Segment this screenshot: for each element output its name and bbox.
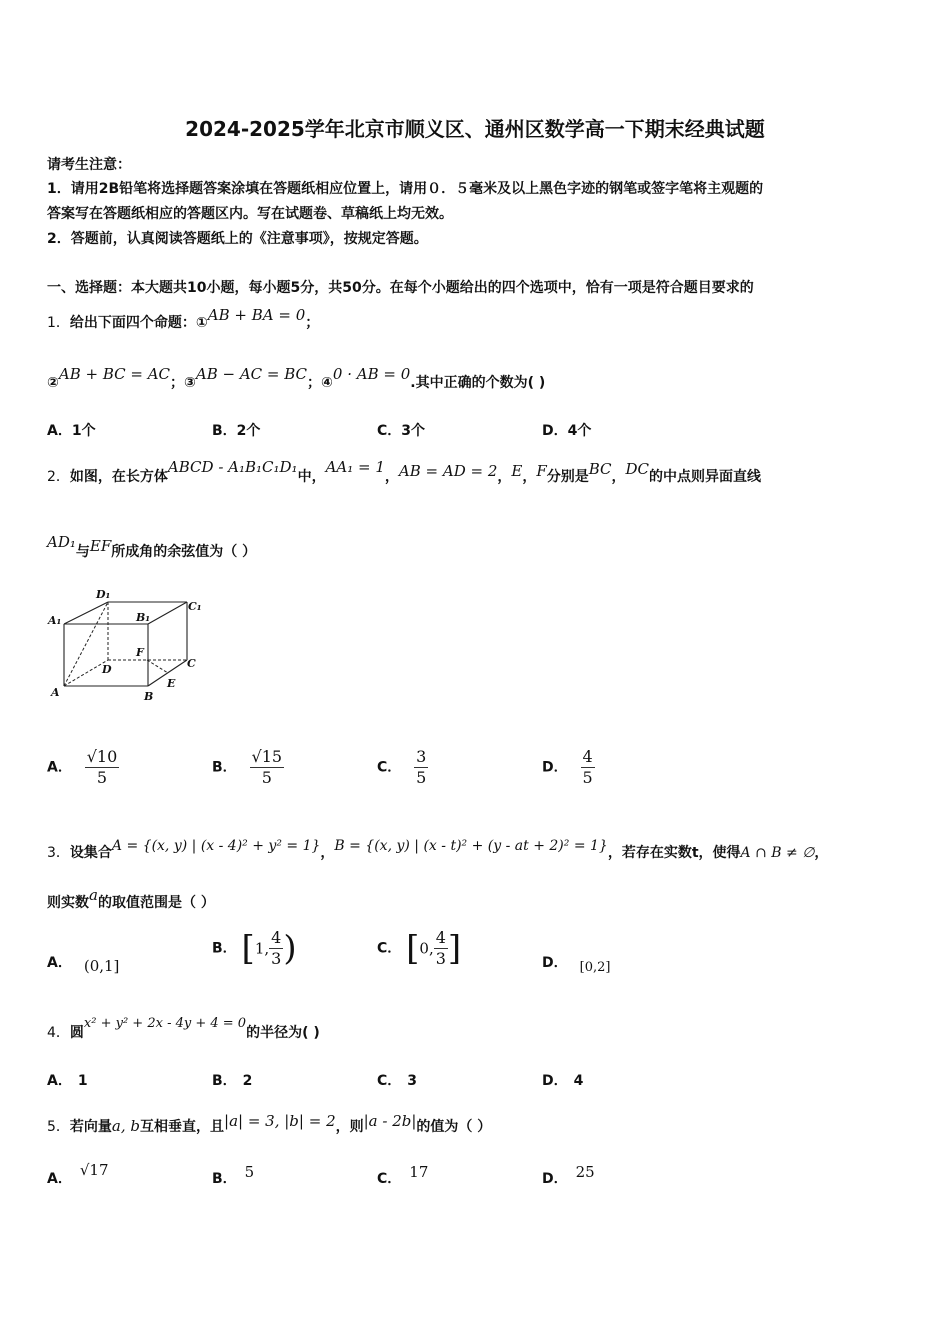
notice-line-3: 2．答题前，认真阅读答题纸上的《注意事项》，按规定答题。 (47, 231, 428, 247)
option-text: √17 (79, 1161, 109, 1179)
denominator: 3 (435, 949, 446, 968)
section-heading: 一、选择题：本大题共10小题，每小题5分，共50分。在每个小题给出的四个选项中，恰有一项是符合题目要求的 (47, 280, 754, 296)
numerator: 4 (582, 747, 593, 766)
q5-text: 互相垂直，且 (140, 1119, 225, 1135)
option-label: B． (212, 940, 237, 957)
label-c1: C₁ (188, 600, 202, 613)
numerator: 4 (271, 928, 282, 947)
q2-comma: ， (384, 469, 399, 485)
q3-set-a: A = {(x, y) | (x - 4)² + y² = 1} (111, 838, 321, 854)
denominator: 5 (582, 768, 593, 787)
question-4-line-1 (47, 1016, 320, 1042)
option-label: B． (212, 759, 237, 776)
q1-expression-3: AB − AC = BC (195, 365, 308, 383)
q2-comma: ， (611, 469, 626, 485)
q2-ef: EF (89, 537, 112, 555)
q2-text: 中， (297, 469, 326, 485)
fraction (414, 747, 428, 788)
q1-circled-4: ；④ (307, 375, 333, 391)
fraction (581, 747, 595, 788)
option-text: 1 (77, 1073, 88, 1089)
option-text: 4 (573, 1073, 584, 1089)
numerator: √10 (86, 747, 118, 766)
q1-option-a[interactable] (47, 420, 96, 440)
q3-var-a: a (89, 886, 98, 904)
q3-text: ，若存在实数t，使得 (607, 845, 741, 861)
label-a: A (51, 686, 60, 699)
q5-text: ，则 (335, 1119, 364, 1135)
option-text: 2 (242, 1073, 253, 1089)
label-f: F (136, 646, 144, 659)
notice-line-1: 1．请用2B铅笔将选择题答案涂填在答题纸相应位置上，请用０．５毫米及以上黑色字迹的钢笔或签字笔将主观题的 (47, 181, 764, 197)
q1-prefix: 给出下面四个命题：① (69, 315, 208, 331)
q3-text: 则实数 (47, 895, 89, 911)
q5-stem-end: 的值为（ ） (416, 1119, 492, 1135)
q2-comma: ， (497, 469, 512, 485)
option-label: B． (212, 1171, 237, 1187)
denominator: 5 (416, 768, 427, 787)
option-text: [0,2] (579, 960, 611, 975)
notice-line-2: 答案写在答题纸相应的答题区内。写在试题卷、草稿纸上均无效。 (47, 206, 453, 222)
denominator: 5 (96, 768, 108, 787)
option-label: B． (212, 1073, 237, 1089)
q4-option-b[interactable] (212, 1070, 252, 1090)
option-label: C． (377, 1073, 402, 1089)
option-text: 2个 (236, 423, 261, 439)
option-label: D． (542, 759, 568, 776)
q2-prefix: 如图，在长方体 (69, 469, 168, 485)
option-label: C． (377, 759, 402, 776)
numerator: 3 (416, 747, 427, 766)
q2-stem-end: 所成角的余弦值为（ ） (111, 544, 257, 560)
q3-option-c[interactable] (377, 928, 461, 969)
bracket-close: ) (283, 928, 297, 969)
q1-option-c[interactable] (377, 420, 425, 440)
hidden-edge (147, 660, 168, 673)
option-text: (0,1] (83, 957, 120, 975)
q2-text: 的中点则异面直线 (649, 469, 762, 485)
q4-option-d[interactable] (542, 1070, 583, 1090)
q2-option-c[interactable] (377, 747, 428, 788)
q1-option-b[interactable] (212, 420, 260, 440)
question-number: 4． (47, 1025, 70, 1041)
q1-expression-1: AB + BA = 0 (207, 306, 306, 324)
option-text: 1个 (71, 423, 96, 439)
option-label: A． (47, 1171, 72, 1187)
option-text: 5 (244, 1163, 255, 1181)
bracket-close: ] (447, 928, 462, 969)
fraction (269, 928, 283, 969)
question-number: 3． (47, 845, 70, 861)
numerator: √15 (251, 747, 283, 766)
q4-option-c[interactable] (377, 1070, 417, 1090)
q2-comma: ， (522, 469, 537, 485)
option-text: 25 (575, 1163, 595, 1181)
q3-prefix: 设集合 (69, 845, 112, 861)
notice-heading: 请考生注意： (47, 157, 131, 173)
q1-expression-2: AB + BC = AC (58, 365, 171, 383)
q3-set-b: B = {(x, y) | (x - t)² + (y - at + 2)² = 1} (334, 838, 608, 854)
q2-point-e: E (511, 462, 523, 480)
q3-comma: ， (320, 845, 335, 861)
q4-stem-end: 的半径为( ) (246, 1025, 320, 1041)
option-label: C． (377, 940, 402, 957)
numerator: 4 (435, 928, 446, 947)
option-text: 0, (419, 939, 434, 958)
option-label: A． (47, 955, 72, 971)
edge (64, 602, 108, 624)
q1-circled-2: ② (47, 375, 59, 391)
q1-separator: ； (305, 315, 320, 331)
bracket-open: [ (406, 928, 420, 969)
q1-option-d[interactable] (542, 420, 591, 440)
option-label: B． (212, 423, 237, 439)
edge (148, 602, 187, 624)
q5-expression: |a - 2b| (363, 1112, 417, 1130)
q3-condition: A ∩ B ≠ ∅ (740, 845, 815, 861)
label-b1: B₁ (136, 611, 151, 624)
q5-option-d[interactable] (542, 1163, 595, 1188)
fraction (434, 928, 448, 969)
q4-equation: x² + y² + 2x - 4y + 4 = 0 (83, 1016, 247, 1031)
q1-stem-end: .其中正确的个数为( ) (410, 375, 546, 391)
denominator: 5 (261, 768, 272, 787)
page-title: 2024-2025学年北京市顺义区、通州区数学高一下期末经典试题 (185, 117, 765, 141)
denominator: 3 (271, 949, 282, 968)
label-e: E (167, 677, 176, 690)
q3-option-a[interactable] (47, 952, 120, 975)
q5-condition: |a| = 3, |b| = 2 (224, 1112, 336, 1130)
option-label: A． (47, 423, 72, 439)
cuboid-figure (44, 584, 204, 706)
q2-text: 分别是 (546, 469, 589, 485)
option-label: D． (542, 955, 568, 971)
question-1-line-2 (47, 365, 546, 392)
q1-expression-4: 0 · AB = 0 (332, 365, 411, 383)
q2-aa1: AA₁ = 1 (325, 458, 385, 476)
q2-point-f: F (536, 462, 547, 480)
q2-option-a[interactable] (47, 747, 119, 788)
q2-bc: BC (588, 460, 612, 478)
option-label: C． (377, 423, 402, 439)
label-c: C (187, 657, 196, 670)
option-label: D． (542, 423, 568, 439)
q3-comma: ， (814, 845, 829, 861)
option-label: D． (542, 1171, 568, 1187)
option-text: 1, (254, 939, 270, 958)
question-5-line-1 (47, 1112, 492, 1136)
option-text: 17 (409, 1163, 429, 1181)
option-text: 4个 (567, 423, 592, 439)
q3-option-d[interactable] (542, 952, 611, 975)
question-3-line-1 (47, 838, 829, 862)
q2-ab-ad: AB = AD = 2 (398, 462, 498, 480)
q4-prefix: 圆 (69, 1025, 84, 1041)
q2-text: 与 (75, 544, 90, 560)
question-number: 2． (47, 469, 70, 485)
question-1-line-1 (47, 306, 320, 332)
fraction (85, 747, 120, 788)
q5-prefix: 若向量 (69, 1119, 112, 1135)
q3-stem-end: 的取值范围是（ ） (97, 895, 215, 911)
q2-dc: DC (625, 460, 650, 478)
fraction (250, 747, 285, 788)
q2-solid: ABCD - A₁B₁C₁D₁ (167, 458, 298, 476)
q5-option-c[interactable] (377, 1163, 429, 1188)
bracket-open: [ (241, 928, 255, 969)
option-label: A． (47, 759, 72, 776)
q4-option-a[interactable] (47, 1070, 88, 1090)
question-number: 5． (47, 1119, 70, 1135)
label-a1: A₁ (48, 614, 62, 627)
q3-option-b[interactable] (212, 928, 297, 969)
q5-vectors: a, b (111, 1117, 141, 1135)
label-b: B (144, 690, 154, 703)
question-3-line-2 (47, 886, 215, 912)
option-label: D． (542, 1073, 568, 1089)
q2-ad1: AD₁ (47, 533, 76, 551)
option-text: 3 (407, 1073, 418, 1089)
q5-option-a[interactable] (47, 1161, 109, 1188)
q1-circled-3: ；③ (170, 375, 196, 391)
question-number: 1． (47, 315, 70, 331)
question-2-line-2 (47, 533, 257, 561)
question-2-line-1 (47, 458, 762, 486)
label-d: D (102, 663, 112, 676)
label-d1: D₁ (96, 588, 111, 601)
q2-option-d[interactable] (542, 747, 595, 788)
option-text: 3个 (401, 423, 426, 439)
q5-option-b[interactable] (212, 1163, 255, 1188)
option-label: C． (377, 1171, 402, 1187)
q2-option-b[interactable] (212, 747, 284, 788)
option-label: A． (47, 1073, 72, 1089)
